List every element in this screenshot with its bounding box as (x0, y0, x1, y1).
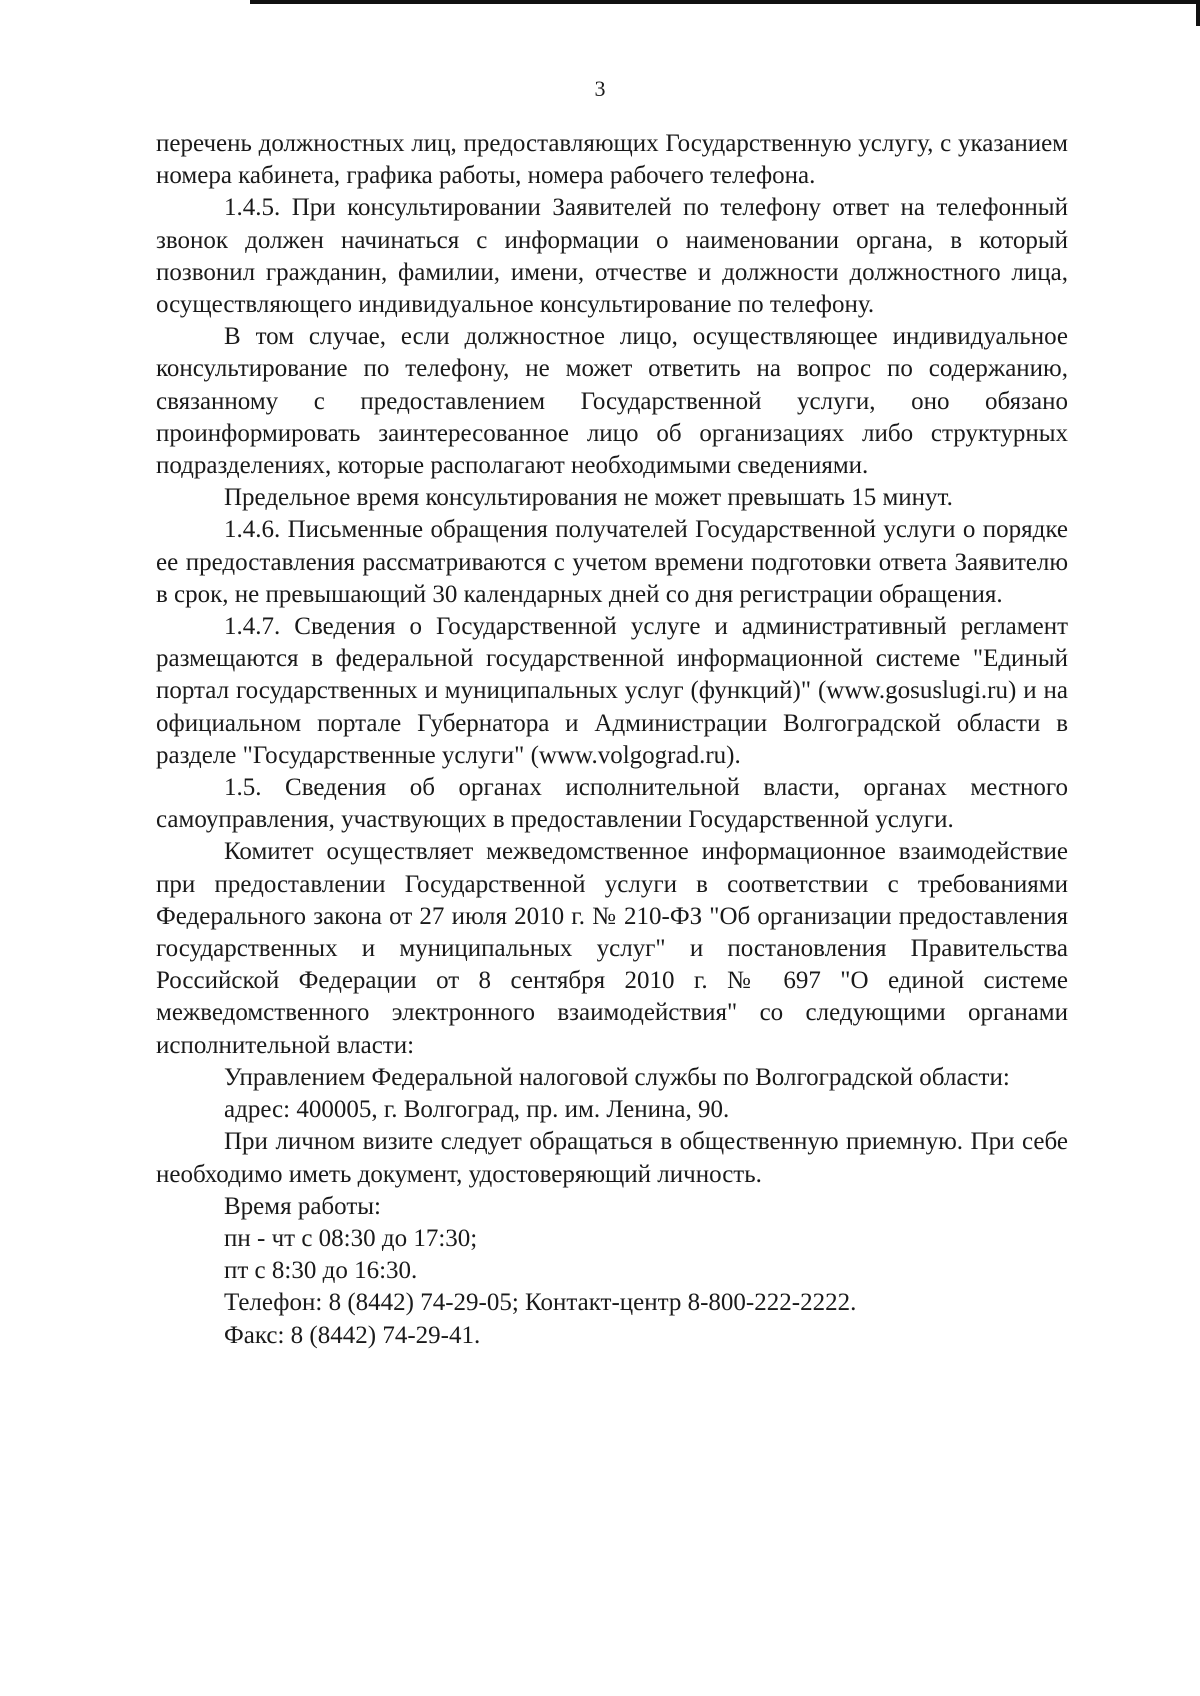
paragraph-1-4-6: 1.4.6. Письменные обращения получателей Государственной услуги о порядке ее предоставления рассматриваются с учетом времени подготовки ответа Заявителю в срок, не превышающий 30 календарных дней со дня регистрации обращения. (156, 516, 1068, 608)
paragraph-1-4-7: 1.4.7. Сведения о Государственной услуге и административный регламент размещаются в федеральной государственной информационной системе "Единый портал государственных и муниципальных услуг (функций)" (www.gosuslugi.ru) и на официальном портале Губернатора и Администрации Волгоградской области в разделе "Государственные услуги" (www.volgograd.ru). (156, 613, 1068, 769)
page-number: 3 (594, 76, 606, 101)
paragraph-tax-service: Управлением Федеральной налоговой службы по Волгоградской области: (224, 1063, 1010, 1091)
paragraph-phone-consultation: В том случае, если должностное лицо, осуществляющее индивидуальное консультирование по телефону, не может ответить на вопрос по содержанию, связанному с предоставлением Государственной услуги, оно обязано проинформировать заинтересованное лицо об организациях либо структурных подразделениях, которые располагают необходимыми сведениями. (156, 323, 1068, 480)
paragraph-officials-list: перечень должностных лиц, предоставляющих Государственную услугу, с указанием номера кабинета, графика работы, номера рабочего телефона. (156, 130, 1068, 190)
paragraph-working-hours-heading: Время работы: (224, 1192, 381, 1220)
document-body (156, 128, 1068, 1352)
paragraph-visit-info: При личном визите следует обращаться в общественную приемную. При себе необходимо иметь документ, удостоверяющий личность. (156, 1128, 1068, 1188)
scan-border-right (1196, 0, 1200, 26)
scan-border-top (250, 0, 1200, 4)
paragraph-1-4-5: 1.4.5. При консультировании Заявителей по телефону ответ на телефонный звонок должен начинаться с информации о наименовании органа, в который позвонил гражданин, фамилии, имени, отчестве и должности должностного лица, осуществляющего индивидуальное консультирование по телефону. (156, 194, 1068, 319)
paragraph-1-5: 1.5. Сведения об органах исполнительной власти, органах местного самоуправления, участвующих в предоставлении Государственной услуги. (156, 774, 1068, 834)
paragraph-fax: Факс: 8 (8442) 74-29-41. (224, 1321, 481, 1349)
paragraph-address: адрес: 400005, г. Волгоград, пр. им. Ленина, 90. (224, 1096, 730, 1124)
paragraph-phone: Телефон: 8 (8442) 74-29-05; Контакт-центр 8-800-222-2222. (224, 1289, 857, 1317)
paragraph-hours-fri: пт с 8:30 до 16:30. (224, 1257, 418, 1285)
paragraph-consultation-time: Предельное время консультирования не может превышать 15 минут. (224, 484, 953, 512)
paragraph-hours-mon-thu: пн - чт с 08:30 до 17:30; (224, 1224, 478, 1252)
paragraph-committee-interaction: Комитет осуществляет межведомственное информационное взаимодействие при предоставлении Государственной услуги в соответствии с требованиями Федерального закона от 27 июля 2010 г. № 210-ФЗ "Об организации предоставления государственных и муниципальных услуг" и постановления Правительства Российской Федерации от 8 сентября 2010 г. № 697 "О единой системе межведомственного электронного взаимодействия" со следующими органами исполнительной власти: (156, 838, 1068, 1059)
